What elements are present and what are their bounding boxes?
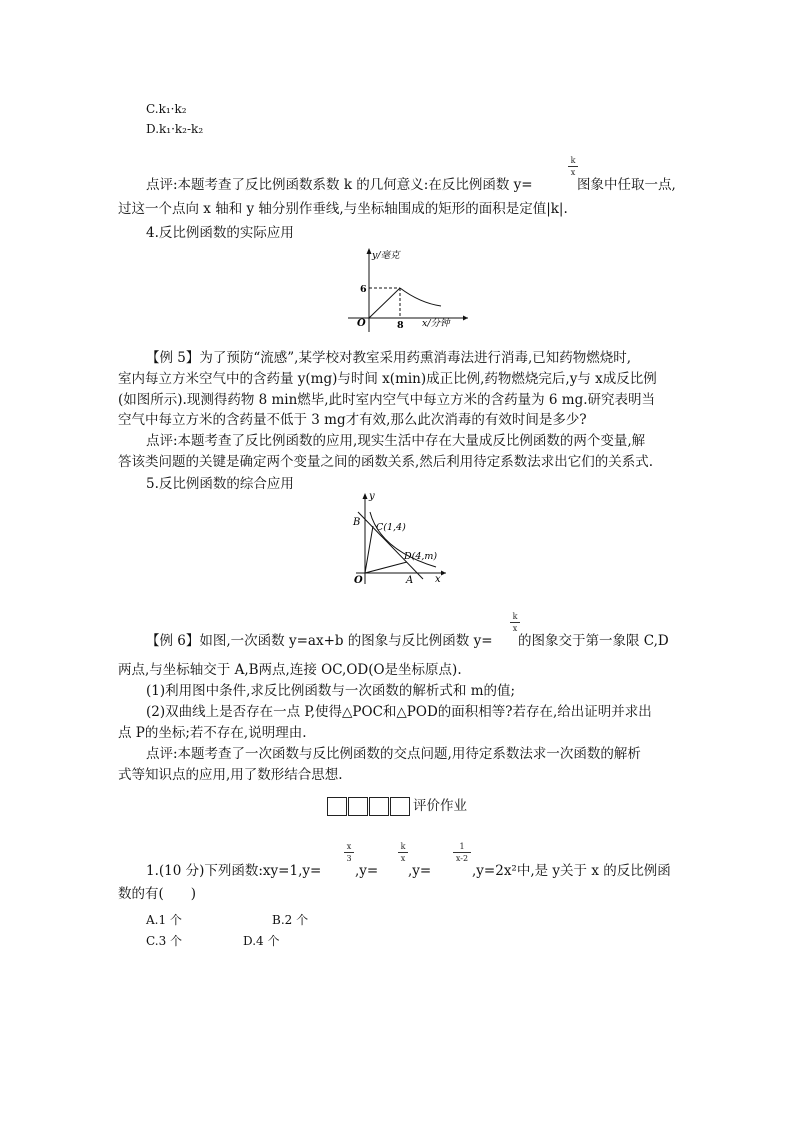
- fraction-numerator: k: [570, 156, 576, 165]
- heading-box: [348, 797, 368, 816]
- x-axis-label: x: [435, 574, 441, 585]
- origin-label: O: [354, 575, 363, 586]
- section5-heading: 5.反比例函数的综合应用: [146, 476, 294, 492]
- fraction-denominator: x: [400, 854, 406, 863]
- question1-part-d: ,y=2x²中,是 y关于 x 的反比例函: [472, 863, 671, 879]
- homework-title: 评价作业: [413, 798, 467, 814]
- y-axis-arrow: [367, 248, 372, 254]
- point-a-label: A: [406, 575, 414, 586]
- option-b: B.2 个: [272, 913, 309, 927]
- fraction-numerator: 1: [459, 842, 465, 851]
- fraction-denominator: x-2: [455, 854, 469, 863]
- segment-oc: [365, 526, 373, 573]
- example5-line2: 室内每立方米空气中的含药量 y(mg)与时间 x(min)成正比例,药物燃烧完后,y与 x成反比例: [118, 371, 657, 387]
- x-axis-arrow: [441, 571, 446, 576]
- segment-od: [365, 562, 407, 573]
- fraction-denominator: 3: [346, 854, 352, 863]
- example6-question1: (1)利用图中条件,求反比例函数与一次函数的解析式和 m的值;: [146, 683, 516, 699]
- example6-line1b: 的图象交于第一象限 C,D: [518, 633, 669, 649]
- option-c-q1: C.3 个: [146, 934, 183, 948]
- section4-heading: 4.反比例函数的实际应用: [146, 225, 294, 241]
- option-a: A.1 个: [146, 913, 182, 927]
- comment1-fraction: [568, 156, 578, 177]
- example6-line1a: 【例 6】如图,一次函数 y=ax+b 的图象与反比例函数 y=: [146, 633, 493, 649]
- example6-fraction: [510, 612, 520, 633]
- comment3-line2: 式等知识点的应用,用了数形结合思想.: [118, 767, 343, 783]
- comment3-line1: 点评:本题考查了一次函数与反比例函数的交点问题,用待定系数法求一次函数的解析: [146, 746, 641, 762]
- figure-dose-time-graph: [340, 246, 470, 332]
- question1-fraction3: [453, 842, 471, 863]
- x-axis-arrow: [463, 316, 468, 321]
- heading-box: [327, 797, 347, 816]
- option-c: C.k₁·k₂: [146, 102, 187, 116]
- example6-question2a: (2)双曲线上是否存在一点 P,使得△POC和△POD的面积相等?若存在,给出证明并求出: [146, 704, 652, 720]
- option-d: D.k₁·k₂-k₂: [146, 122, 204, 136]
- y-tick-label: 6: [360, 284, 367, 295]
- point-c-label: C(1,4): [376, 522, 406, 533]
- question1-fraction2: [398, 842, 408, 863]
- origin-label: O: [357, 318, 366, 329]
- question1-part-a: 1.(10 分)下列函数:xy=1,y=: [146, 863, 322, 879]
- y-axis-label: y/毫克: [372, 250, 400, 261]
- comment1-part1: 点评:本题考查了反比例函数系数 k 的几何意义:在反比例函数 y=: [146, 177, 533, 193]
- comment2-line2: 答该类问题的关键是确定两个变量之间的函数关系,然后利用待定系数法求出它们的关系式.: [118, 454, 654, 470]
- question1-line2: 数的有( ): [118, 886, 197, 902]
- heading-box: [369, 797, 389, 816]
- figure-line-hyperbola-graph: [340, 490, 450, 586]
- x-axis-label: x/分钟: [422, 318, 450, 329]
- homework-heading: [327, 797, 467, 816]
- example6-line2: 两点,与坐标轴交于 A,B两点,连接 OC,OD(O是坐标原点).: [118, 662, 462, 678]
- option-d-q1: D.4 个: [243, 934, 280, 948]
- example5-line4: 空气中每立方米的含药量不低于 3 mg才有效,那么此次消毒的有效时间是多少?: [118, 412, 587, 428]
- question1-fraction1: [344, 842, 354, 863]
- linear-segment: [369, 288, 400, 318]
- example5-line1: 【例 5】为了预防“流感”,某学校对教室采用药熏消毒法进行消毒,已知药物燃烧时,: [146, 350, 632, 366]
- x-tick-label: 8: [397, 320, 404, 331]
- y-axis-label: y: [369, 491, 375, 502]
- comment1-line2: 过这一个点向 x 轴和 y 轴分别作垂线,与坐标轴围成的矩形的面积是定值|k|.: [118, 201, 568, 217]
- comment1-part2: 图象中任取一点,: [577, 177, 676, 193]
- fraction-denominator: x: [570, 168, 576, 177]
- example5-line3: (如图所示).现测得药物 8 min燃毕,此时室内空气中每立方米的含药量为 6 mg.研究表明当: [118, 392, 656, 408]
- question1-part-b: ,y=: [355, 863, 379, 879]
- comment2-line1: 点评:本题考查了反比例函数的应用,现实生活中存在大量成反比例函数的两个变量,解: [146, 433, 646, 449]
- point-d-label: D(4,m): [404, 551, 438, 562]
- point-b-label: B: [353, 517, 361, 528]
- heading-box: [390, 797, 410, 816]
- fraction-denominator: x: [512, 624, 518, 633]
- example6-question2b: 点 P的坐标;若不存在,说明理由.: [118, 725, 307, 741]
- fraction-numerator: k: [400, 842, 406, 851]
- fraction-numerator: k: [512, 612, 518, 621]
- y-axis-arrow: [363, 493, 368, 499]
- fraction-numerator: x: [346, 842, 352, 851]
- question1-part-c: ,y=: [408, 863, 432, 879]
- hyperbola-curve: [400, 288, 441, 306]
